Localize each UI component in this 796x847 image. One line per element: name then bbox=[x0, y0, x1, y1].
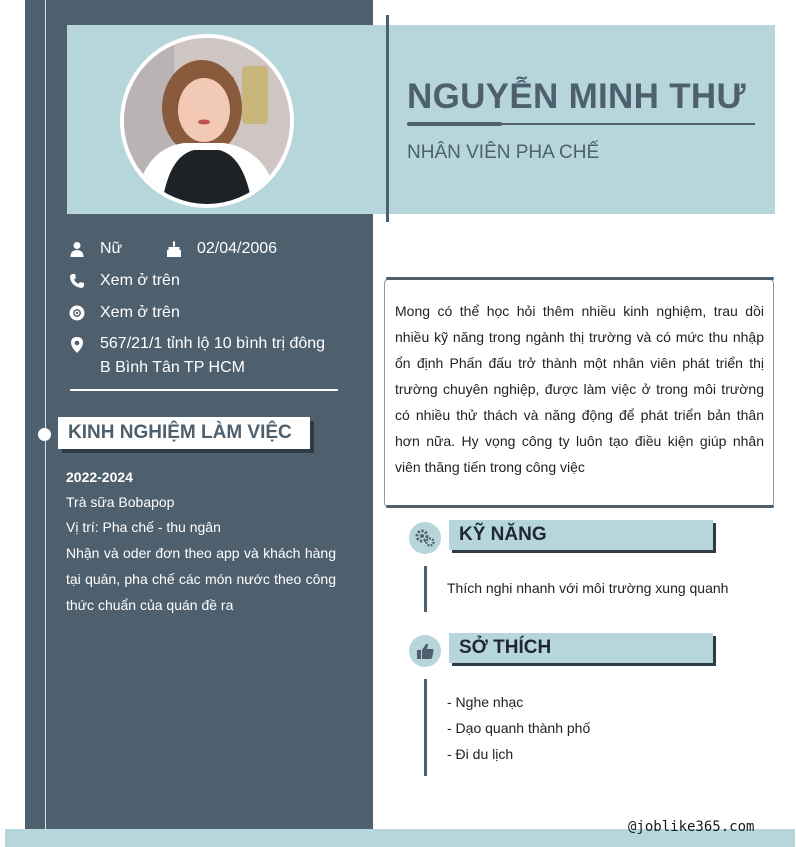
hobbies-line bbox=[424, 679, 427, 776]
candidate-name: NGUYỄN MINH THƯ bbox=[407, 77, 746, 116]
experience-company: Trà sữa Bobapop bbox=[66, 494, 175, 510]
sidebar-accent-line bbox=[45, 0, 46, 847]
gears-icon bbox=[409, 522, 441, 554]
objective-bottom-bar bbox=[386, 505, 774, 508]
address-line-1: 567/21/1 tỉnh lộ 10 bình trị đông bbox=[100, 335, 326, 352]
email-icon bbox=[69, 305, 85, 321]
contact-divider bbox=[70, 389, 338, 391]
skill-item: Thích nghi nhanh với môi trường xung quanh bbox=[447, 580, 729, 596]
objective-top-bar bbox=[386, 277, 774, 280]
phone-icon bbox=[69, 273, 85, 289]
objective-text: Mong có thể học hỏi thêm nhiều kinh nghiệm, trau dồi nhiều kỹ năng trong ngành thị trường và có mức thu nhập ổn định Phấn đấu trở thành một nhân viên phát triển thị trường chuyên nghiệp, được làm việc ở trong môi trường có nhiều thử thách và năng động để phát triển bản thân hơn nữa. Hy vọng công ty luôn tạo điều kiện giúp nhân viên thăng tiến trong công việc bbox=[395, 303, 764, 475]
experience-years: 2022-2024 bbox=[66, 469, 133, 485]
hobbies-list bbox=[447, 689, 590, 767]
avatar-photo bbox=[124, 38, 290, 204]
header-divider bbox=[386, 15, 389, 222]
birthday-row bbox=[166, 240, 277, 258]
phone-row bbox=[69, 272, 180, 290]
skills-line bbox=[424, 566, 427, 612]
gender-row bbox=[69, 240, 122, 258]
experience-position: Vị trí: Pha chế - thu ngân bbox=[66, 519, 221, 535]
career-objective bbox=[384, 279, 774, 507]
experience-dot bbox=[38, 428, 51, 441]
birthday-value: 02/04/2006 bbox=[197, 240, 278, 257]
hobbies-title: SỞ THÍCH bbox=[449, 633, 713, 663]
hobbies-icon-badge bbox=[409, 635, 441, 667]
experience-description: Nhận và oder đơn theo app và khách hàng tại quán, pha chế các món nước theo công thức chuẩn của quán đề ra bbox=[66, 545, 336, 613]
location-pin-icon bbox=[69, 337, 85, 353]
job-title: NHÂN VIÊN PHA CHẾ bbox=[407, 142, 600, 163]
experience-title: KINH NGHIỆM LÀM VIỆC bbox=[58, 417, 310, 449]
gender-value: Nữ bbox=[100, 240, 123, 257]
birthday-cake-icon bbox=[166, 241, 182, 257]
skills-title: KỸ NĂNG bbox=[449, 520, 713, 550]
watermark: @joblike365.com bbox=[628, 819, 755, 835]
phone-value: Xem ở trên bbox=[100, 272, 180, 289]
skills-icon-badge bbox=[409, 522, 441, 554]
email-value: Xem ở trên bbox=[100, 304, 180, 321]
avatar bbox=[120, 34, 294, 208]
address-line-2: B Bình Tân TP HCM bbox=[100, 359, 245, 376]
thumbs-up-icon bbox=[409, 635, 441, 667]
hobby-item: - Dạo quanh thành phố bbox=[447, 720, 591, 736]
address-row bbox=[69, 336, 339, 380]
name-underline-accent bbox=[407, 122, 502, 126]
user-icon bbox=[69, 241, 85, 257]
hobby-item: - Nghe nhạc bbox=[447, 694, 524, 710]
hobby-item: - Đi du lịch bbox=[447, 746, 514, 762]
email-row bbox=[69, 304, 180, 322]
experience-entry bbox=[66, 469, 336, 618]
